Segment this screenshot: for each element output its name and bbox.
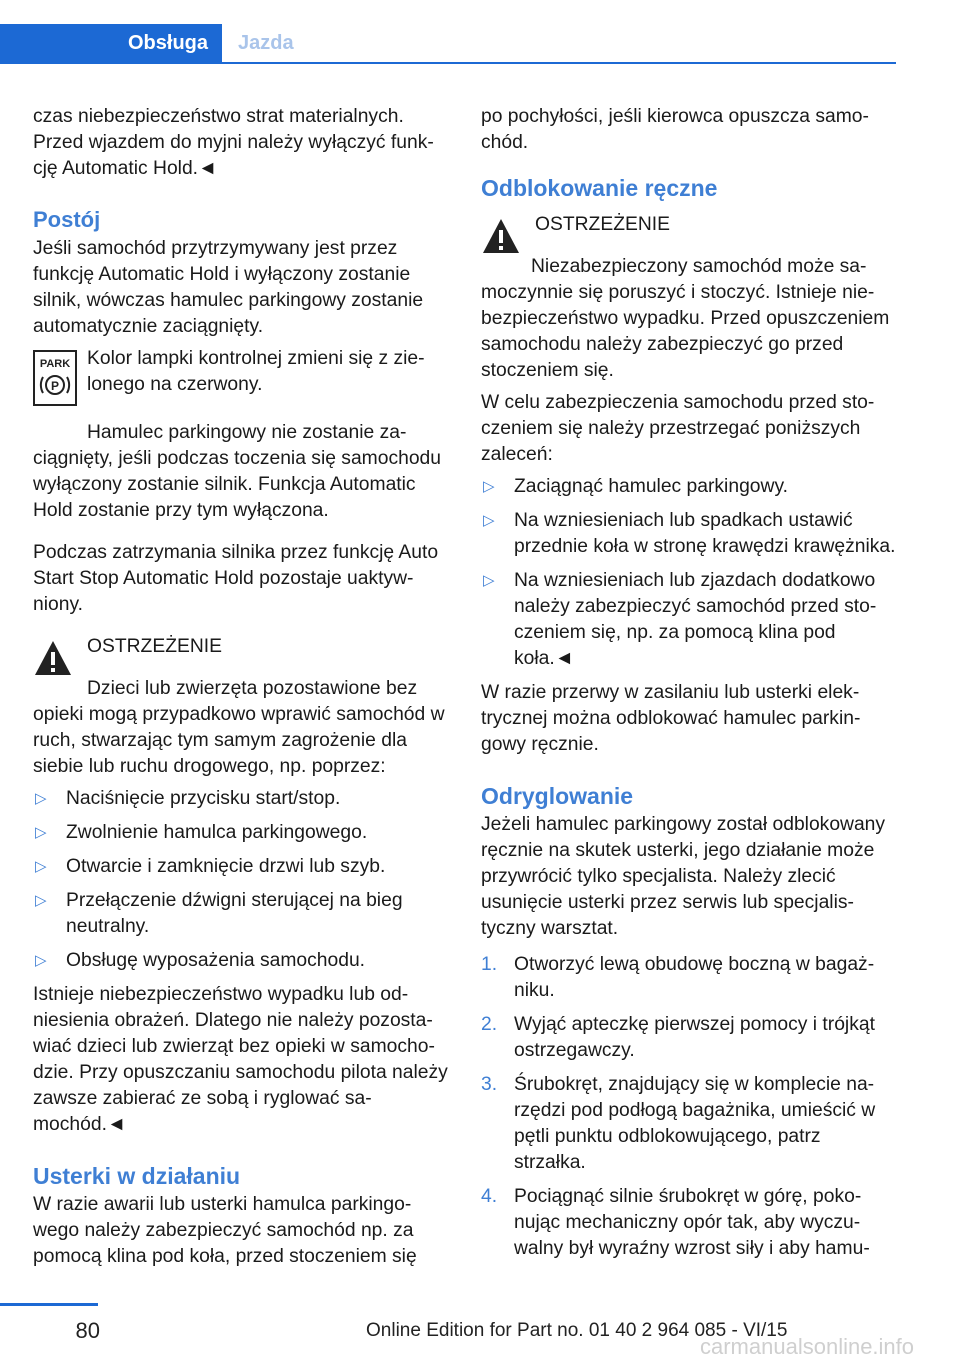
- step-number: 2.: [481, 1014, 498, 1035]
- chapter-tabs: [0, 24, 896, 64]
- park-icon-text: PARK: [39, 358, 71, 370]
- triangle-bullet-icon: ▷: [483, 512, 495, 529]
- list-item: ▷ Zaciągnąć hamulec parkingowy.: [481, 474, 896, 500]
- step-number: 3.: [481, 1074, 498, 1095]
- warning-children-text: Dzieci lub zwierzęta pozostawione bez opieki mogą przypadkowo wprawić samochód w ruch, stwarzając tym samym zagrożenie dla siebie lub ruchu drogowego, np. poprzez:: [33, 678, 445, 777]
- paragraph-zalecenia: W celu zabezpieczenia samochodu przed stoczeniem się należy przestrzegać poniższych zaleceń:: [481, 392, 875, 465]
- left-column: [33, 104, 449, 1286]
- paragraph-pochylosc: po pochyłości, jeśli kierowca opuszcza samochód.: [481, 106, 869, 153]
- paragraph-myjnia: czas niebezpieczeństwo strat materialnych. Przed wjazdem do myjni należy wyłączyć funkcję Automatic Hold.◄: [33, 106, 434, 179]
- list-item: ▷ Na wzniesieniach lub spadkach ustawić przednie koła w stronę krawędzi krawężnika.: [483, 510, 896, 557]
- warning-children-after: Istnieje niebezpieczeństwo wypadku lub odniesienia obrażeń. Dlatego nie należy pozostawiać dzieci lub zwierząt bez opieki w samochodzie. Przy opuszczaniu samochodu pilota należy zawsze zabierać ze sobą i ryglować samochód.◄: [33, 984, 448, 1135]
- step-number: 4.: [481, 1186, 498, 1207]
- tab-jazda[interactable]: Jazda: [238, 32, 294, 54]
- list-item: ▷ Przełączenie dźwigni sterującej na bieg neutralny.: [35, 890, 403, 937]
- page-number: 80: [75, 1318, 100, 1343]
- section-odblokowanie: [481, 172, 896, 758]
- list-item: 3. Śrubokręt, znajdujący się w komplecie narzędzi pod podłogą bagażnika, umieścić w pętli punktu odblokowującego, patrz strzałka.: [481, 1074, 876, 1173]
- triangle-bullet-icon: ▷: [483, 478, 495, 495]
- indicator-color-text: Kolor lampki kontrolnej zmieni się z zielonego na czerwony.: [87, 348, 425, 395]
- paragraph-przerwa-zasilania: W razie przerwy w zasilaniu lub usterki elektrycznej można odblokować hamulec parkingowy ręcznie.: [481, 682, 861, 755]
- triangle-bullet-icon: ▷: [483, 572, 495, 589]
- warning-unsecured-car: [481, 212, 896, 284]
- triangle-bullet-icon: ▷: [35, 790, 47, 807]
- triangle-bullet-icon: ▷: [35, 858, 47, 875]
- step-number: 1.: [481, 954, 498, 975]
- list-item: ▷ Zwolnienie hamulca parkingowego.: [33, 820, 449, 846]
- steps-list: [481, 952, 896, 1262]
- list-item: 2. Wyjąć apteczkę pierwszej pomocy i trójkąt ostrzegawczy.: [481, 1014, 875, 1061]
- triangle-bullet-icon: ▷: [35, 952, 47, 969]
- park-brake-indicator-icon: [33, 350, 77, 414]
- paragraph-usterki: W razie awarii lub usterki hamulca parkingowego należy zabezpieczyć samochód np. za pomocą klina pod koła, przed stoczeniem się: [33, 1194, 417, 1267]
- watermark: carmanualsonline.info: [700, 1334, 915, 1359]
- triangle-bullet-icon: ▷: [35, 892, 47, 909]
- paragraph-auto-start-stop: Podczas zatrzymania silnika przez funkcję Auto Start Stop Automatic Hold pozostaje uaktywniony.: [33, 542, 439, 615]
- list-item: 4. Pociągnąć silnie śrubokręt w górę, pokonując mechaniczny opór tak, aby wyczuwalny był wyraźny wzrost siły i aby hamu-: [481, 1186, 870, 1259]
- footer-rule: [0, 1303, 98, 1306]
- right-column: [481, 104, 896, 1270]
- section-odryglowanie: [481, 780, 896, 1262]
- warning-label: OSTRZEŻENIE: [87, 636, 222, 657]
- warning-children: [33, 634, 449, 706]
- list-item: ▷ Na wzniesieniach lub zjazdach dodatkowo należy zabezpieczyć samochód przed stoczeniem się, np. za pomocą klina pod koła.◄: [483, 570, 877, 669]
- svg-text:P: P: [50, 379, 60, 393]
- heading-odblokowanie: Odblokowanie ręczne: [481, 175, 718, 201]
- paragraph-odryglowanie: Jeżeli hamulec parkingowy został odblokowany ręcznie na skutek usterki, jego działanie może przywrócić tylko specjalista. Należy zlecić usunięcie usterki przez serwis lub specjalistyczny warsztat.: [481, 814, 886, 939]
- paragraph-postoj: Jeśli samochód przytrzymywany jest przez funkcję Automatic Hold i wyłączony zostanie silnik, wówczas hamulec parkingowy zostanie automatycznie zaciągnięty.: [33, 238, 424, 337]
- edition-footer: Online Edition for Part no. 01 40 2 964 085 - VI/15: [366, 1320, 788, 1341]
- section-usterki: [33, 1160, 449, 1270]
- paragraph-hamulec-nie-zaciagniety: Hamulec parkingowy nie zostanie zaciągnięty, jeśli podczas toczenia się samochodu wyłączony zostanie silnik. Funkcja Automatic Hold zostanie przy tym wyłączona.: [33, 422, 441, 521]
- list-item: ▷ Otwarcie i zamknięcie drzwi lub szyb.: [33, 854, 449, 880]
- recommendations-list: [481, 474, 896, 672]
- heading-postoj: Postój: [33, 207, 101, 232]
- warning-triangle-icon: [481, 216, 521, 264]
- heading-odryglowanie: Odryglowanie: [481, 783, 634, 809]
- warning-label: OSTRZEŻENIE: [535, 214, 670, 235]
- tab-obsluga[interactable]: Obsługa: [0, 24, 222, 62]
- warning-triangle-icon: [33, 638, 73, 686]
- triangle-bullet-icon: ▷: [35, 824, 47, 841]
- list-item: ▷ Obsługę wyposażenia samochodu.: [33, 948, 449, 974]
- park-indicator-note: [33, 346, 449, 418]
- section-postoj: [33, 204, 449, 524]
- warning-list: [33, 786, 449, 974]
- list-item: 1. Otworzyć lewą obudowę boczną w bagażniku.: [481, 954, 875, 1001]
- list-item: ▷ Naciśnięcie przycisku start/stop.: [33, 786, 449, 812]
- heading-usterki: Usterki w działaniu: [33, 1163, 241, 1189]
- warning-unsecured-text: Niezabezpieczony samochód może samoczynnie się poruszyć i stoczyć. Istnieje niebezpieczeństwo wypadku. Przed opuszczeniem samochodu należy zabezpieczyć go przed stoczeniem się.: [481, 256, 890, 381]
